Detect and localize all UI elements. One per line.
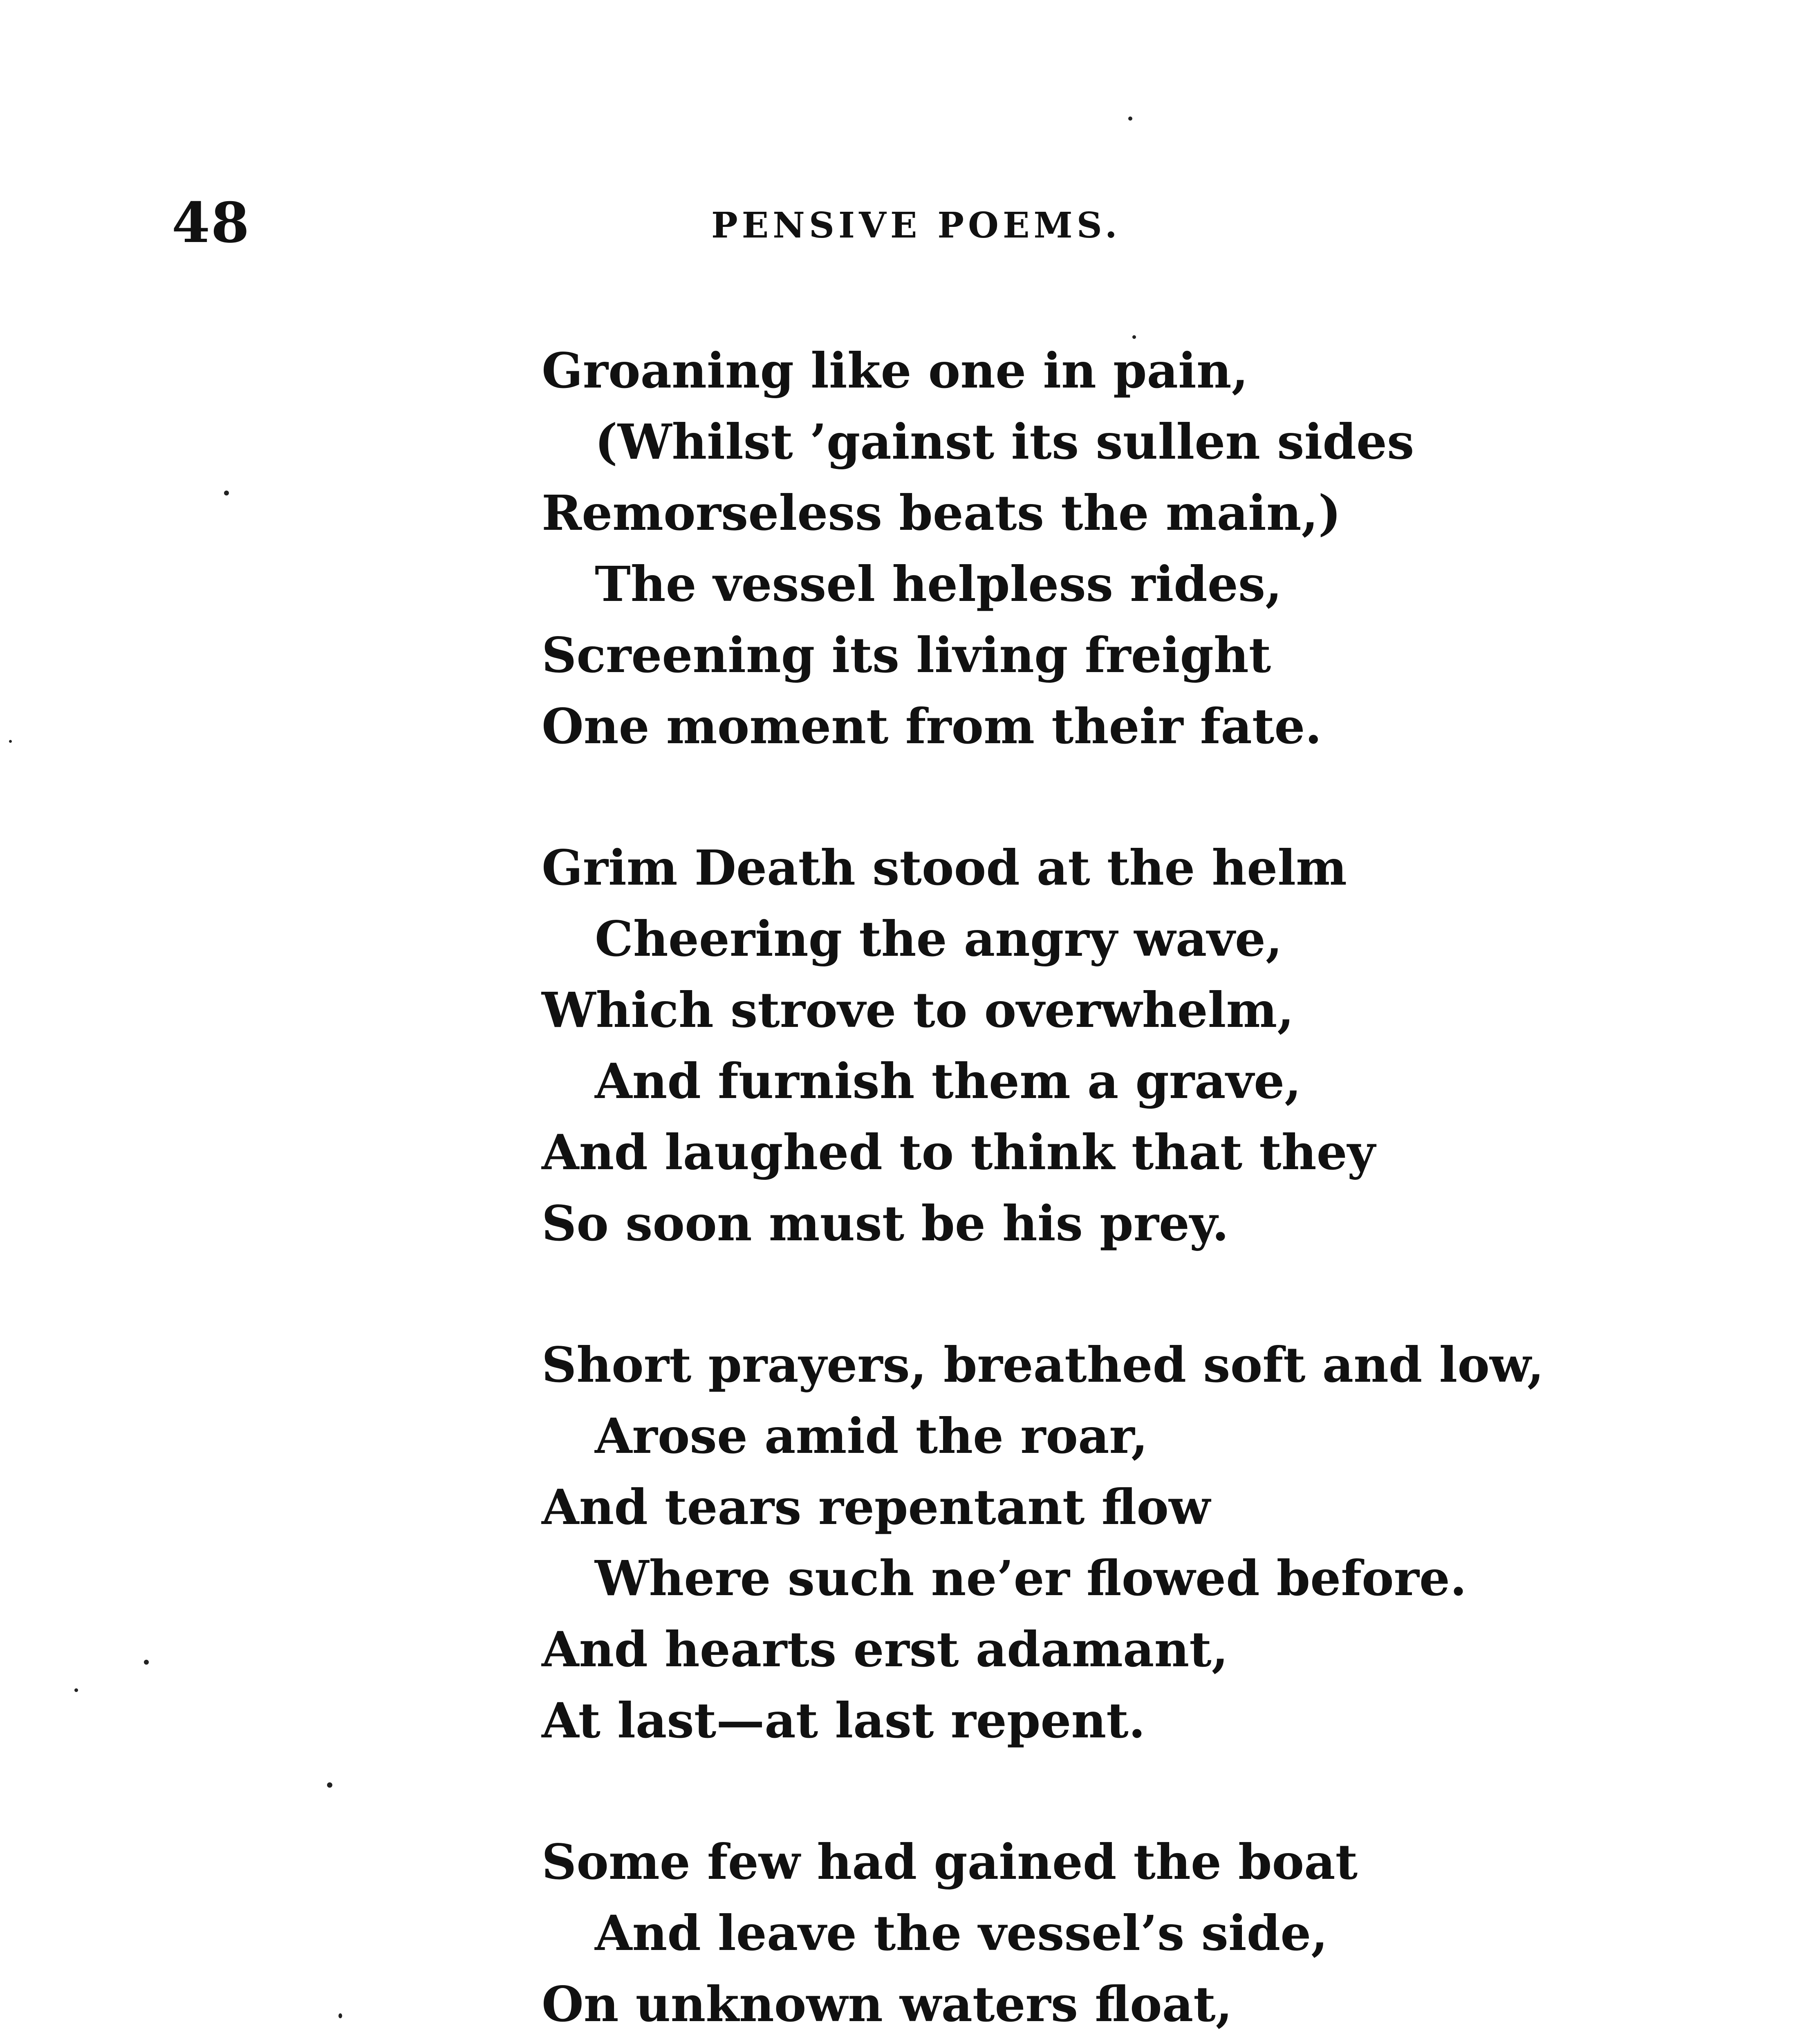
print-speck: [338, 2013, 342, 2018]
poem-line: The vessel helpless rides,: [595, 556, 1282, 612]
poem-line: Which strove to overwhelm,: [542, 982, 1294, 1038]
print-speck: [9, 740, 12, 743]
stanza: [542, 335, 1564, 762]
poem-line: And hearts erst adamant,: [542, 1621, 1228, 1678]
poem-line: So soon must be his prey.: [542, 1195, 1229, 1252]
print-speck: [327, 1782, 332, 1788]
running-head: PENSIVE POEMS.: [711, 205, 1121, 246]
poem-line: On unknown waters float,: [542, 1976, 1232, 2033]
print-speck: [224, 491, 229, 495]
poem-line: Where such ne’er flowed before.: [595, 1550, 1467, 1607]
poem-line: [542, 2040, 1564, 2044]
print-speck: [144, 1660, 149, 1665]
poem-line: Remorseless beats the main,): [542, 484, 1341, 541]
poem-line: Some few had gained the boat: [542, 1833, 1358, 1890]
poem-line: And tears repentant flow: [542, 1479, 1210, 1535]
stanza: [542, 1827, 1564, 2044]
poem-line: Groaning like one in pain,: [542, 342, 1248, 399]
poem-line: Cheering the angry wave,: [595, 910, 1283, 967]
stanza: [542, 832, 1564, 1259]
stanza: [542, 1329, 1564, 1756]
poem-line: And leave the vessel’s side,: [595, 1905, 1328, 1961]
poem-line: Arose amid the roar,: [595, 1407, 1148, 1464]
poem-line: Grim Death stood at the helm: [542, 839, 1347, 896]
poem-line: Short prayers, breathed soft and low,: [542, 1336, 1544, 1393]
page-header: [0, 192, 1815, 266]
page-number: 48: [172, 190, 250, 255]
poem-line: And furnish them a grave,: [595, 1053, 1302, 1109]
print-speck: [1132, 335, 1136, 339]
poem-line: And laughed to think that they: [542, 1124, 1376, 1181]
poem-line: At last—at last repent.: [542, 1692, 1145, 1749]
poem-line: Screening its living freight: [542, 627, 1271, 684]
poem-line: One moment from their fate.: [542, 698, 1322, 755]
poem-line: (Whilst ’gainst its sullen sides: [595, 413, 1414, 470]
print-speck: [74, 1688, 78, 1692]
print-speck: [1128, 117, 1132, 121]
poem-body: [542, 335, 1564, 2044]
